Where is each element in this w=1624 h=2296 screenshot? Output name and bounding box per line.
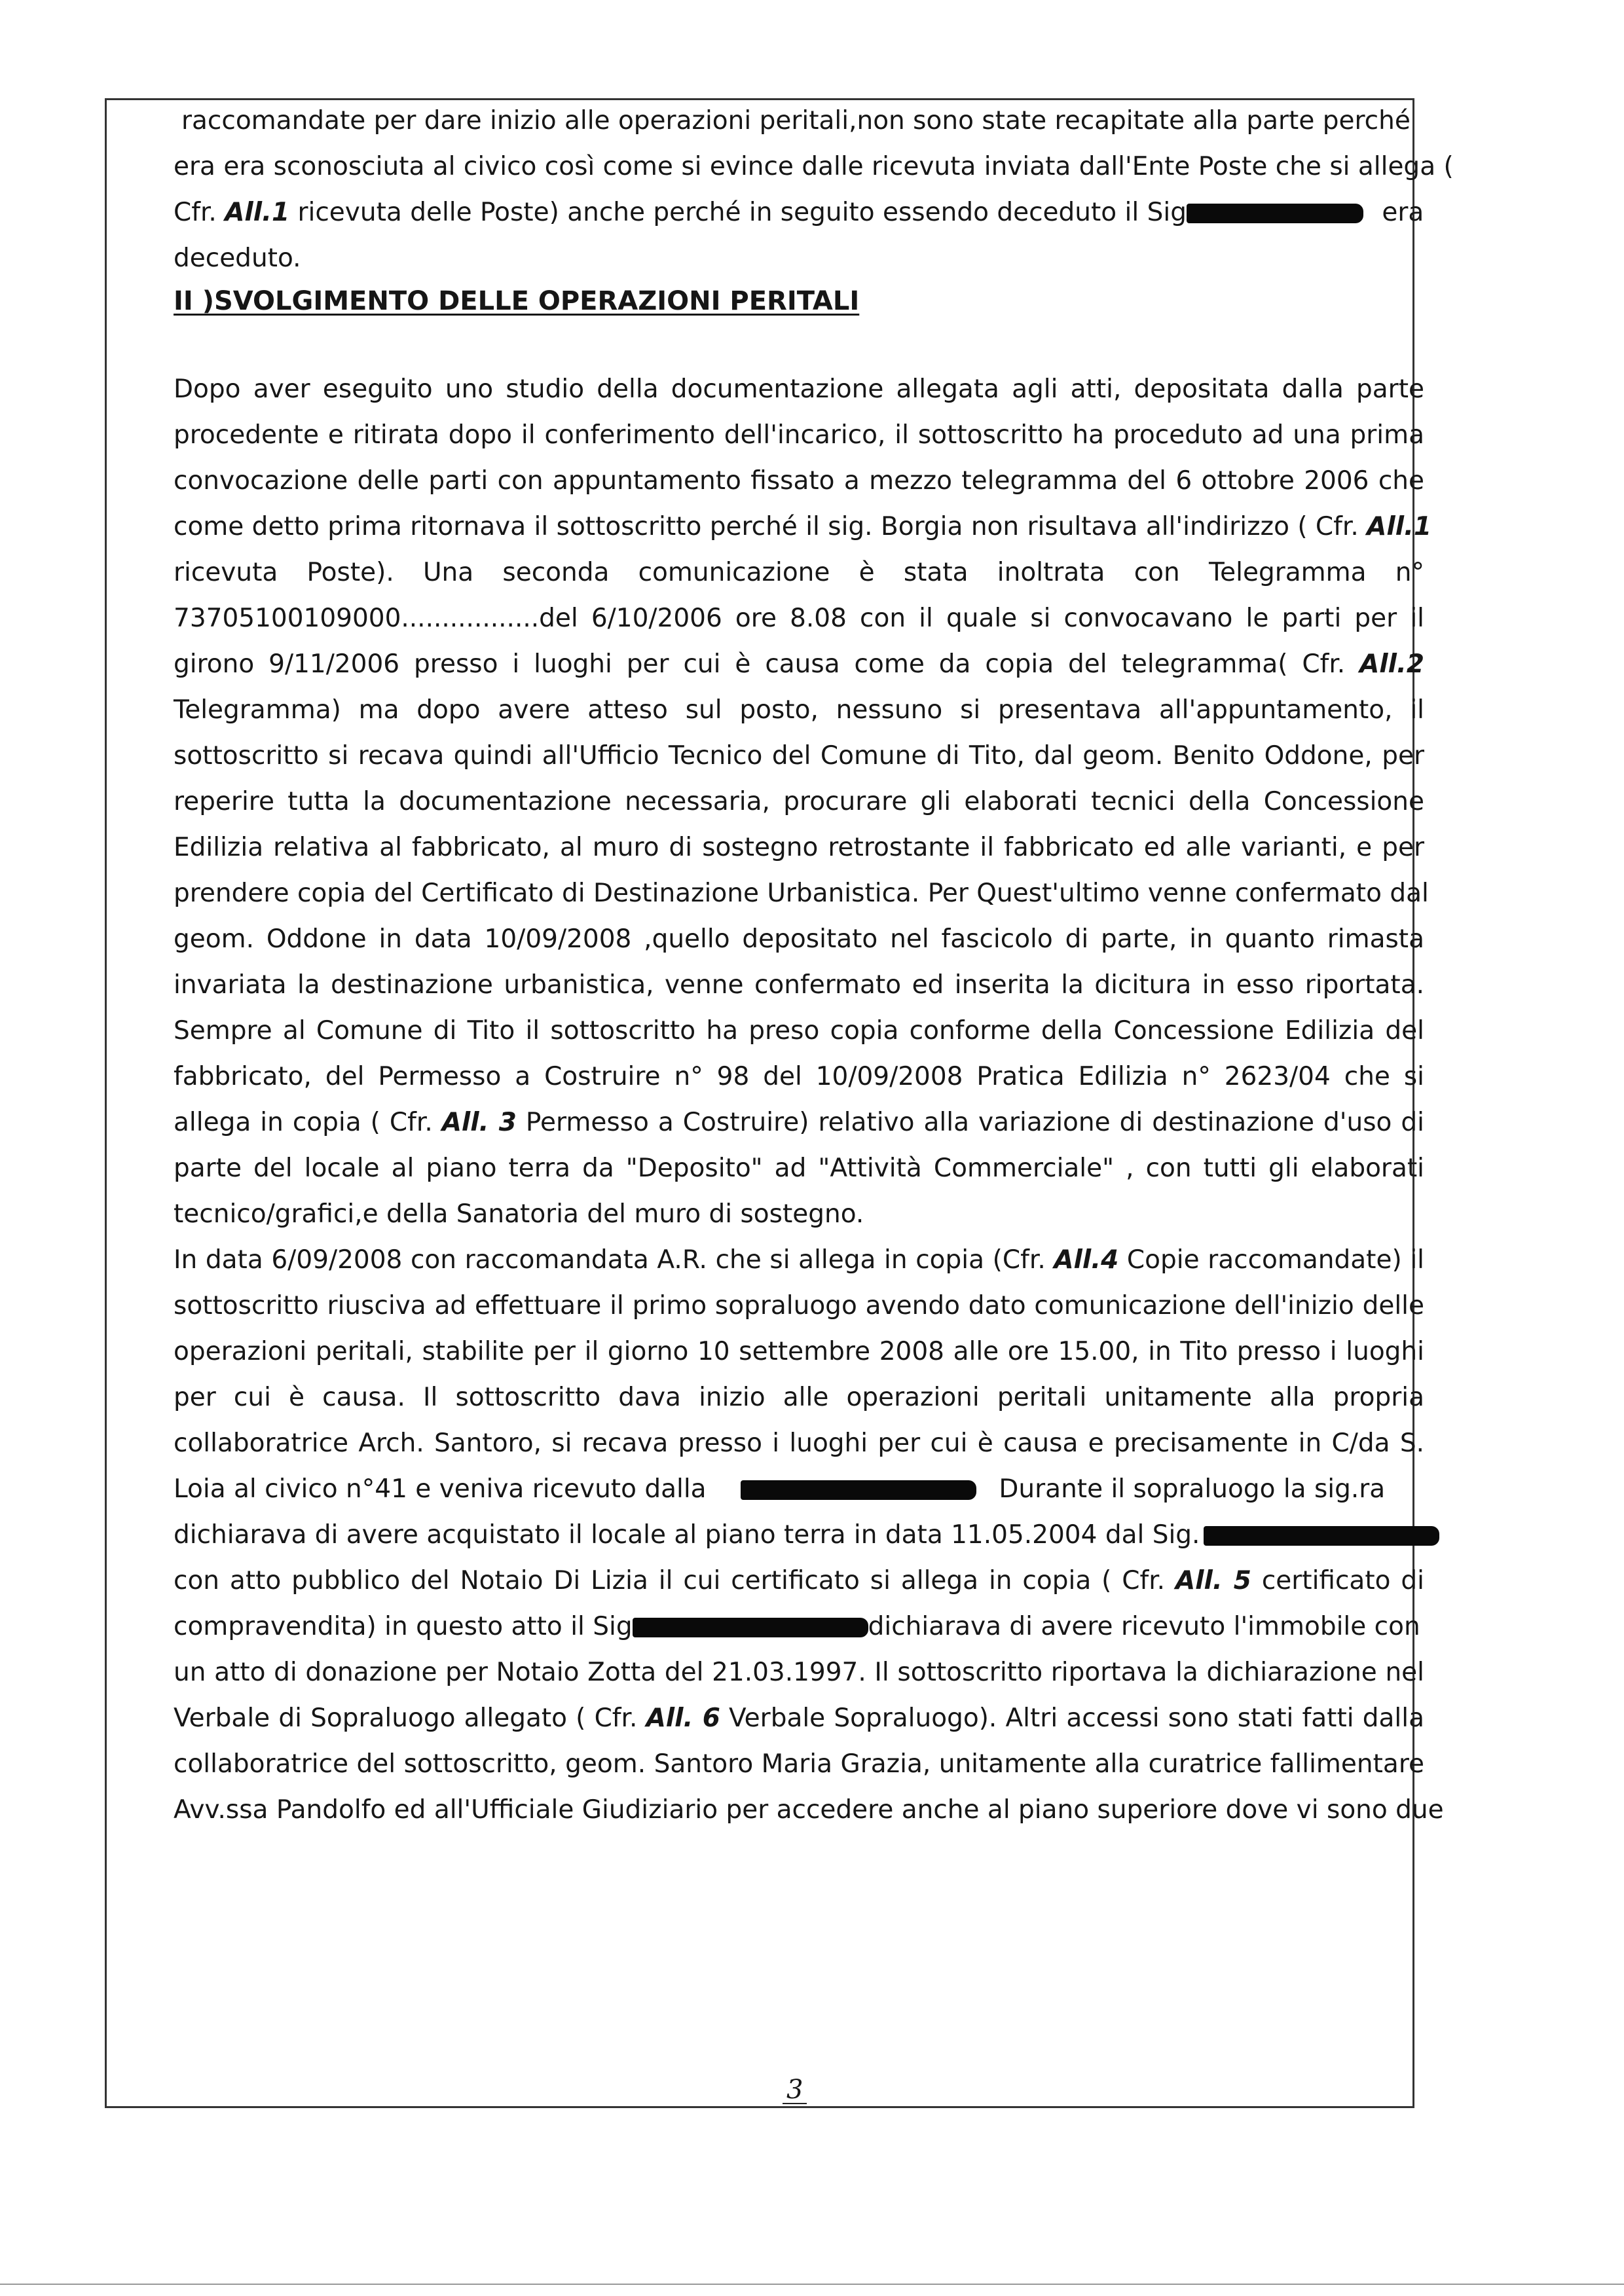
attachment-ref: All.1 [225, 198, 290, 227]
attachment-ref: All.4 [1054, 1245, 1119, 1275]
text-line: sottoscritto riusciva ad effettuare il primo sopraluogo avendo dato comunicazione dell'inizio delle [174, 1291, 1424, 1321]
attachment-ref: All. 3 [441, 1108, 517, 1137]
text-line: raccomandate per dare inizio alle operazioni peritali,non sono state recapitate alla parte perché [181, 106, 1411, 136]
text-line: come detto prima ritornava il sottoscritto perché il sig. Borgia non risultava all'indirizzo ( Cfr. All.1 [174, 512, 1432, 541]
text-line: dichiarava di avere acquistato il locale al piano terra in data 11.05.2004 dal Sig. [174, 1519, 1424, 1552]
text-line: girono 9/11/2006 presso i luoghi per cui è causa come da copia del telegramma( Cfr. All.2 [174, 649, 1424, 679]
attachment-ref: All. 5 [1175, 1566, 1251, 1595]
text-line: un atto di donazione per Notaio Zotta del 21.03.1997. Il sottoscritto riportava la dichiarazione nel [174, 1658, 1424, 1687]
text-line: sottoscritto si recava quindi all'Ufficio Tecnico del Comune di Tito, dal geom. Benito Oddone, per [174, 741, 1424, 771]
text-line: per cui è causa. Il sottoscritto dava inizio alle operazioni peritali unitamente alla propria [174, 1383, 1424, 1412]
text-line: Telegramma) ma dopo avere atteso sul posto, nessuno si presentava all'appuntamento, il [174, 695, 1424, 725]
text-line: con atto pubblico del Notaio Di Lizia il cui certificato si allega in copia ( Cfr. All. 5 certificato di [174, 1566, 1424, 1595]
text-line: allega in copia ( Cfr. All. 3 Permesso a Costruire) relativo alla variazione di destinazione d'uso di [174, 1108, 1424, 1137]
text-line: Avv.ssa Pandolfo ed all'Ufficiale Giudiziario per accedere anche al piano superiore dove vi sono due [174, 1795, 1444, 1825]
attachment-ref: All.2 [1359, 649, 1424, 679]
text-line: compravendita) in questo atto il Sig dichiarava di avere ricevuto l'immobile con [174, 1612, 1420, 1641]
redaction-bar [1187, 204, 1363, 223]
text-line: collaboratrice Arch. Santoro, si recava presso i luoghi per cui è causa e precisamente in C/da S. [174, 1429, 1424, 1458]
text-line: collaboratrice del sottoscritto, geom. Santoro Maria Grazia, unitamente alla curatrice fallimentare [174, 1749, 1424, 1779]
text-line: reperire tutta la documentazione necessaria, procurare gli elaborati tecnici della Concessione [174, 787, 1424, 816]
text-line: Sempre al Comune di Tito il sottoscritto ha preso copia conforme della Concessione Edilizia del [174, 1016, 1424, 1046]
text-line: geom. Oddone in data 10/09/2008 ,quello depositato nel fascicolo di parte, in quanto rimasta [174, 924, 1424, 954]
text-line: invariata la destinazione urbanistica, venne confermato ed inserita la dicitura in esso riportata. [174, 970, 1424, 1000]
text-line: Verbale di Sopraluogo allegato ( Cfr. All. 6 Verbale Sopraluogo). Altri accessi sono stati fatti dalla [174, 1704, 1424, 1733]
text-line: Dopo aver eseguito uno studio della documentazione allegata agli atti, depositata dalla parte [174, 374, 1424, 404]
text-line: deceduto. [174, 244, 301, 273]
redaction-bar [741, 1480, 976, 1500]
text-line: era era sconosciuta al civico così come si evince dalle ricevuta inviata dall'Ente Poste che si allega ( [174, 152, 1454, 181]
redaction-bar [1204, 1526, 1439, 1546]
text-line: ricevuta Poste). Una seconda comunicazione è stata inoltrata con Telegramma n° [174, 558, 1424, 587]
text-line: parte del locale al piano terra da "Deposito" ad "Attività Commerciale" , con tutti gli elaborati [174, 1154, 1424, 1183]
redaction-bar [633, 1618, 868, 1637]
text-line: Edilizia relativa al fabbricato, al muro di sostegno retrostante il fabbricato ed alle varianti, e per [174, 833, 1424, 862]
page-number: 3 [783, 2077, 807, 2104]
section-heading: II )SVOLGIMENTO DELLE OPERAZIONI PERITALI [174, 286, 860, 316]
text-line: operazioni peritali, stabilite per il giorno 10 settembre 2008 alle ore 15.00, in Tito presso i luoghi [174, 1337, 1424, 1366]
text-line: In data 6/09/2008 con raccomandata A.R. che si allega in copia (Cfr. All.4 Copie raccomandate) il [174, 1245, 1424, 1275]
text-line: convocazione delle parti con appuntamento fissato a mezzo telegramma del 6 ottobre 2006 che [174, 466, 1424, 496]
text-line: 73705100109000.................del 6/10/2006 ore 8.08 con il quale si convocavano le parti per il [174, 604, 1424, 633]
attachment-ref: All. 6 [646, 1704, 720, 1733]
scan-edge-line [0, 2284, 1624, 2285]
text-line: procedente e ritirata dopo il conferimento dell'incarico, il sottoscritto ha proceduto ad una prima [174, 420, 1424, 450]
text-line: Loia al civico n°41 e veniva ricevuto dalla Durante il sopraluogo la sig.ra [174, 1474, 1386, 1504]
text-line: Cfr. All.1 ricevuta delle Poste) anche perché in seguito essendo deceduto il Sig era [174, 198, 1424, 227]
attachment-ref: All.1 [1367, 512, 1432, 541]
text-line: tecnico/grafici,e della Sanatoria del muro di sostegno. [174, 1199, 864, 1229]
text-line: prendere copia del Certificato di Destinazione Urbanistica. Per Quest'ultimo venne confermato dal [174, 879, 1429, 908]
text-line: fabbricato, del Permesso a Costruire n° 98 del 10/09/2008 Pratica Edilizia n° 2623/04 che si [174, 1062, 1424, 1091]
